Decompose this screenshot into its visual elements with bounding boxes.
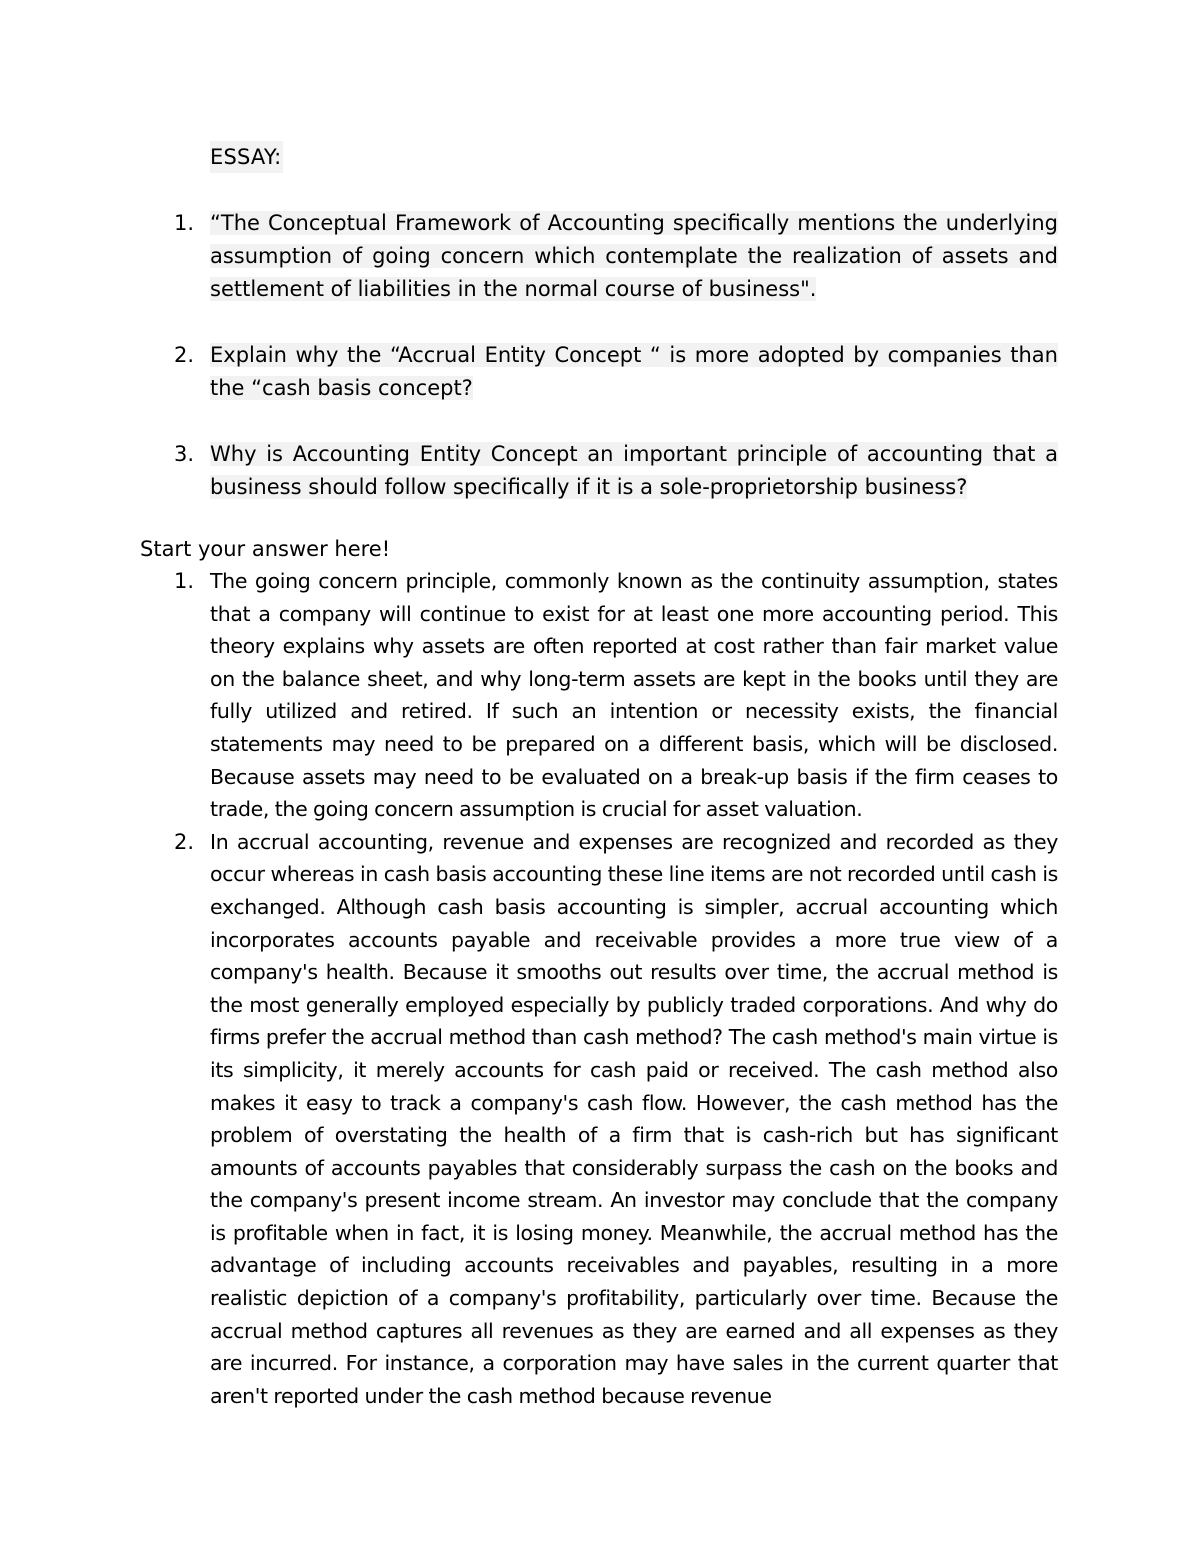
essay-heading: ESSAY: [210,141,283,173]
question-item-3 [0,438,1200,504]
question-item-2 [0,339,1200,405]
question-text [210,339,1058,405]
answer-text: The going concern principle, commonly known as the continuity assumption, states that a company will continue to exist for at least one more accounting period. This theory explains why assets are often reported at cost rather than fair market value on the balance sheet, and why long-term assets are kept in the books until they are fully utilized and retired. If such an intention or necessity exists, the financial statements may need to be prepared on a different basis, which will be disclosed. Because assets may need to be evaluated on a break-up basis if the firm ceases to trade, the going concern assumption is crucial for asset valuation. [210,569,1058,822]
answer-item-1 [0,565,1200,826]
question-item-1 [0,207,1200,306]
question-text-content: “The Conceptual Framework of Accounting specifically mentions the underlying assumption of going concern which contemplate the realization of assets and settlement of liabilities in the normal course of business". [210,211,1058,301]
answer-number: 2. [174,829,195,854]
question-text-content: Explain why the “Accrual Entity Concept “ is more adopted by companies than the “cash basis concept? [210,343,1058,400]
answer-number: 1. [174,569,195,593]
question-number: 3. [174,442,195,466]
question-number: 1. [174,211,195,235]
question-number: 2. [174,343,195,367]
question-list [0,207,1200,537]
answer-list [0,565,1200,1412]
start-answer-label: Start your answer here! [140,537,391,561]
question-text-content: Why is Accounting Entity Concept an important principle of accounting that a business should follow specifically if it is a sole-proprietorship business? [210,442,1058,499]
answer-text: In accrual accounting, revenue and expenses are recognized and recorded as they occur whereas in cash basis accounting these line items are not recorded until cash is exchanged. Although cash basis accounting is simpler, accrual accounting which incorporates accounts payable and receivable provides a more true view of a company's health. Because it smooths out results over time, the accrual method is the most generally employed especially by publicly traded corporations. And why do firms prefer the accrual method than cash method? The cash method's main virtue is its simplicity, it merely accounts for cash paid or received. The cash method also makes it easy to track a company's cash flow. However, the cash method has the problem of overstating the health of a firm that is cash-rich but has significant amounts of accounts payables that considerably surpass the cash on the books and the company's present income stream. An investor may conclude that the company is profitable when in fact, it is losing money. Meanwhile, the accrual method has the advantage of including accounts receivables and payables, resulting in a more realistic depiction of a company's profitability, particularly over time. Because the accrual method captures all revenues as they are earned and all expenses as they are incurred. For instance, a corporation may have sales in the current quarter that aren't reported under the cash method because revenue [210,829,1058,1408]
question-text [210,438,1058,504]
question-text [210,207,1058,306]
answer-item-2 [0,826,1200,1413]
